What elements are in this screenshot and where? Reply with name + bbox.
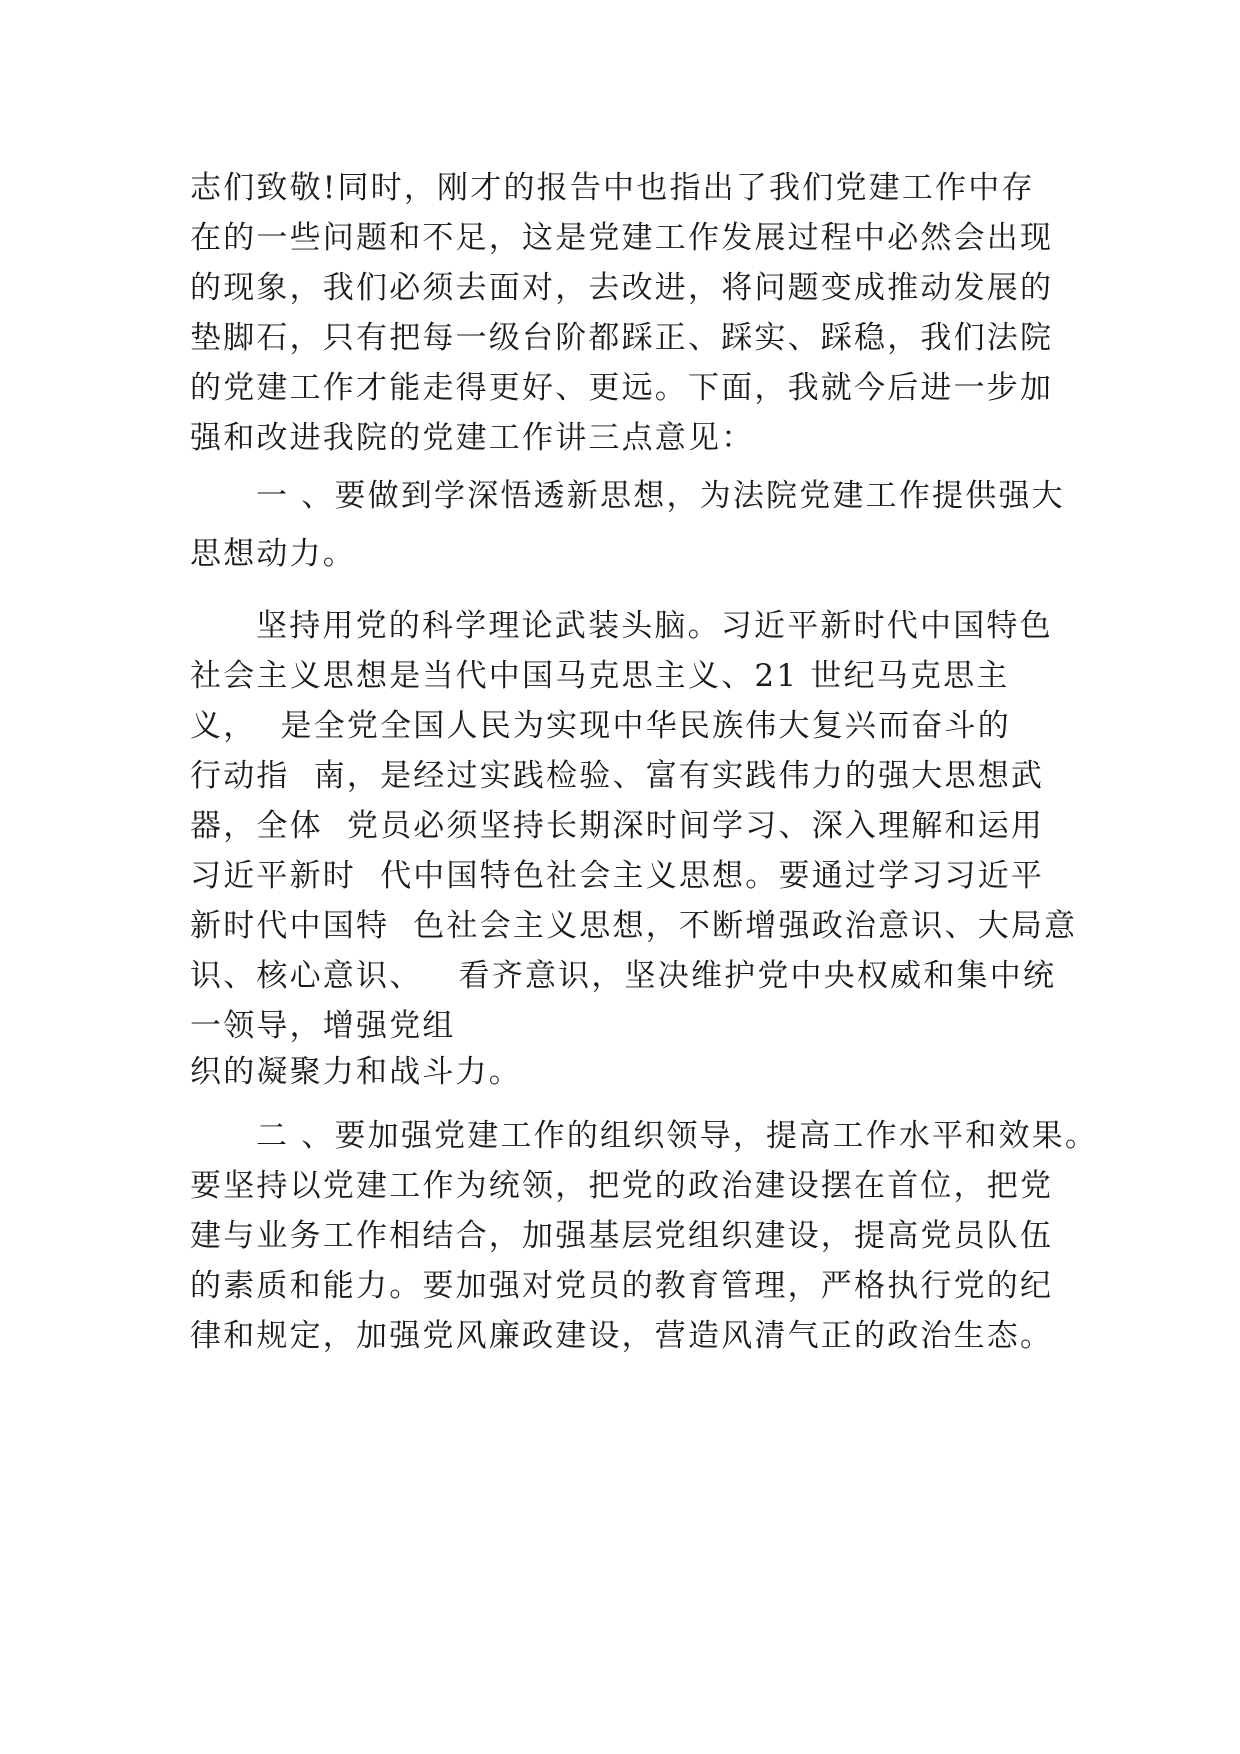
text-line: 志们致敬!同时，刚才的报告中也指出了我们党建工作中存 <box>190 170 1035 206</box>
text-line: 义， 是全党全国人民为实现中华民族伟大复兴而奋斗的 <box>190 708 1011 744</box>
text-line: 行动指 南，是经过实践检验、富有实践伟力的强大思想武 <box>190 758 1045 794</box>
text-line: 的素质和能力。要加强对党员的教育管理，严格执行党的纪 <box>190 1268 1054 1304</box>
text-line: 一领导，增强党组 <box>190 1008 456 1044</box>
text-line: 的现象，我们必须去面对，去改进，将问题变成推动发展的 <box>190 270 1054 306</box>
text-line: 律和规定，加强党风廉政建设，营造风清气正的政治生态。 <box>190 1318 1054 1354</box>
section-heading-1: 一 、要做到学深悟透新思想，为法院党建工作提供强大 <box>256 478 1065 514</box>
text-line: 的党建工作才能走得更好、更远。下面，我就今后进一步加 <box>190 370 1054 406</box>
text-line: 要坚持以党建工作为统领，把党的政治建设摆在首位，把党 <box>190 1168 1054 1204</box>
section-heading-2: 二 、要加强党建工作的组织领导，提高工作水平和效果。 <box>256 1118 1099 1154</box>
section-heading-1-cont: 思想动力。 <box>190 536 356 572</box>
text-line: 识、核心意识、 看齐意识，坚决维护党中央权威和集中统 <box>190 958 1057 994</box>
text-line: 织的凝聚力和战斗力。 <box>190 1054 522 1090</box>
text-line: 新时代中国特 色社会主义思想，不断增强政治意识、大局意 <box>190 908 1078 944</box>
text-line: 坚持用党的科学理论武装头脑。习近平新时代中国特色 <box>256 608 1053 644</box>
text-line: 强和改进我院的党建工作讲三点意见： <box>190 420 755 456</box>
text-line: 在的一些问题和不足，这是党建工作发展过程中必然会出现 <box>190 220 1054 256</box>
text-line: 建与业务工作相结合，加强基层党组织建设，提高党员队伍 <box>190 1218 1054 1254</box>
text-line: 器，全体 党员必须坚持长期深时间学习、深入理解和运用 <box>190 808 1045 844</box>
text-line: 垫脚石，只有把每一级台阶都踩正、踩实、踩稳，我们法院 <box>190 320 1054 356</box>
text-line: 习近平新时 代中国特色社会主义思想。要通过学习习近平 <box>190 858 1045 894</box>
text-line: 社会主义思想是当代中国马克思主义、21 世纪马克思主 <box>190 658 1010 694</box>
